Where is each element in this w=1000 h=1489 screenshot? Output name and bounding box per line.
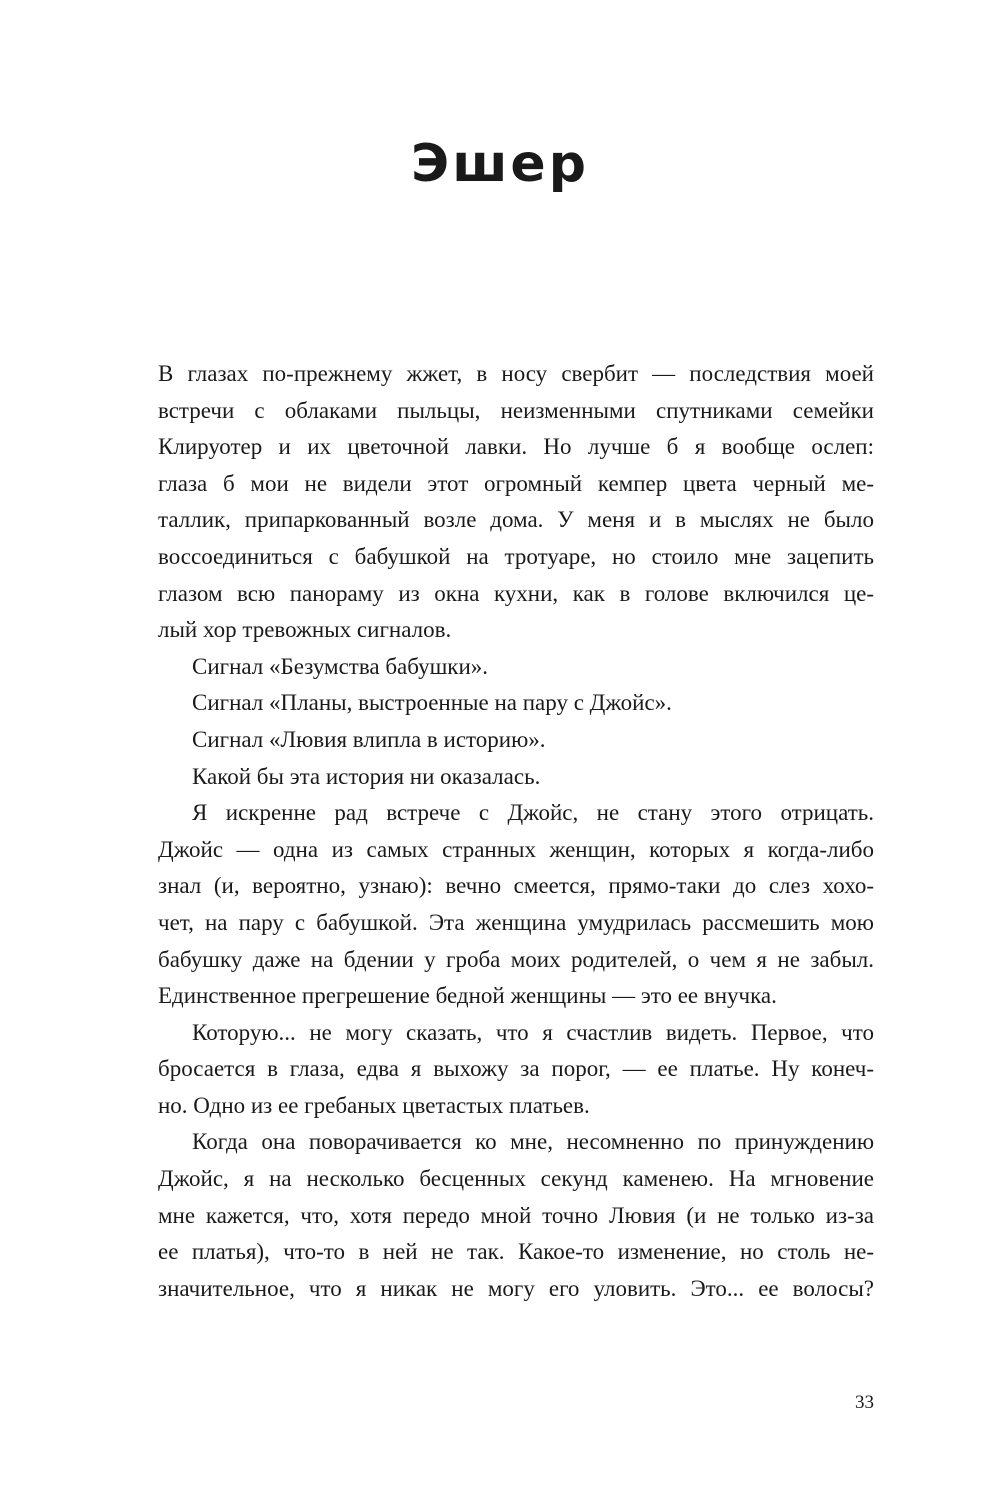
page-number: 33 xyxy=(855,1392,874,1413)
text-line: Сигнал «Планы, выстроенные на пару с Джойс». xyxy=(192,690,672,716)
text-line: глаза б мои не видели этот огромный кемпер цвета черный ме- xyxy=(158,470,874,496)
text-line: ее платья), что-то в ней не так. Какое-то изменение, но столь не- xyxy=(158,1239,874,1265)
text-line: Клируотер и их цветочной лавки. Но лучше б я вообще ослеп: xyxy=(158,434,874,460)
text-line: Джойс, я на несколько бесценных секунд каменею. На мгновение xyxy=(158,1166,874,1192)
text-line: значительное, что я никак не могу его уловить. Это... ее волосы? xyxy=(158,1275,874,1301)
text-line: В глазах по-прежнему жжет, в носу свербит — последствия моей xyxy=(158,361,874,386)
text-line: Сигнал «Безумства бабушки». xyxy=(192,653,489,679)
text-line: Когда она поворачивается ко мне, несомненно по принуждению xyxy=(192,1129,874,1155)
text-line: Которую... не могу сказать, что я счастлив видеть. Первое, что xyxy=(192,1019,874,1045)
text-line: знал (и, вероятно, узнаю): вечно смеется, прямо-таки до слез хохо- xyxy=(158,873,874,899)
text-line: Джойс — одна из самых странных женщин, которых я когда-либо xyxy=(158,836,874,862)
text-line: лый хор тревожных сигналов. xyxy=(158,617,452,643)
text-line: Единственное прегрешение бедной женщины — это ее внучка. xyxy=(158,983,777,1009)
text-line: встречи с облаками пыльцы, неизменными спутниками семейки xyxy=(158,397,874,423)
text-line: глазом всю панораму из окна кухни, как в голове включился це- xyxy=(158,580,874,606)
text-line: чет, на пару с бабушкой. Эта женщина умудрилась рассмешить мою xyxy=(158,909,874,935)
text-line: бросается в глаза, едва я выхожу за порог, — ее платье. Ну конеч- xyxy=(158,1056,874,1082)
text-line: бабушку даже на бдении у гроба моих родителей, о чем я не забыл. xyxy=(158,946,874,972)
text-line: таллик, припаркованный возле дома. У меня и в мыслях не было xyxy=(158,507,874,533)
text-line: мне кажется, что, хотя передо мной точно Лювия (и не только из-за xyxy=(158,1202,874,1228)
body-text xyxy=(158,356,874,1307)
chapter-title: Эшер xyxy=(411,134,589,194)
text-line: Сигнал «Лювия влипла в историю». xyxy=(192,726,546,752)
text-line: воссоединиться с бабушкой на тротуаре, но стоило мне зацепить xyxy=(158,543,874,569)
text-line: Я искренне рад встрече с Джойс, не стану этого отрицать. xyxy=(192,800,874,826)
text-line: Какой бы эта история ни оказалась. xyxy=(192,763,541,789)
text-line: но. Одно из ее гребаных цветастых платьев. xyxy=(158,1092,590,1118)
